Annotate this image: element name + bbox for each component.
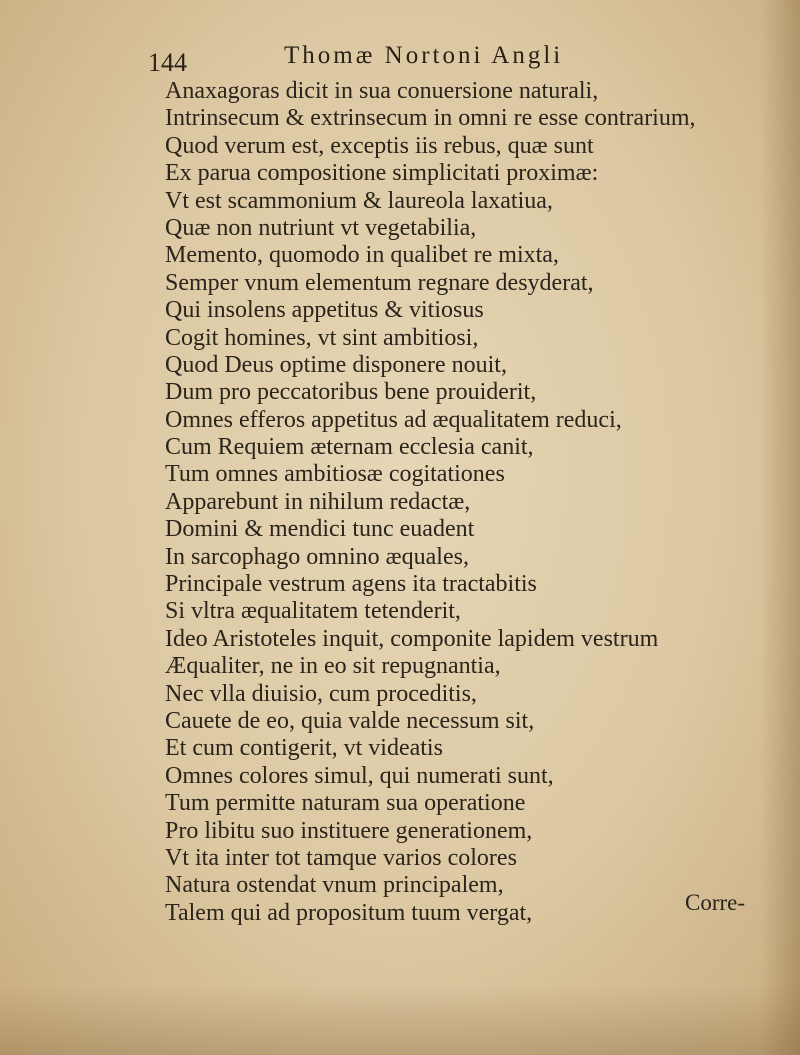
text-line: Dum pro peccatoribus bene prouiderit, bbox=[165, 379, 537, 406]
text-line: Cauete de eo, quia valde necessum sit, bbox=[165, 707, 535, 734]
text-line: Quod Deus optime disponere nouit, bbox=[165, 351, 507, 378]
text-line: Cum Requiem æternam ecclesia canit, bbox=[165, 434, 534, 461]
text-line: Ex parua compositione simplicitati proximæ: bbox=[165, 160, 599, 187]
page-edge-shadow bbox=[760, 0, 800, 1055]
text-line: Intrinsecum & extrinsecum in omni re esse contrarium, bbox=[165, 105, 696, 132]
text-line: Tum omnes ambitiosæ cogitationes bbox=[165, 461, 505, 488]
text-line: Et cum contigerit, vt videatis bbox=[165, 735, 443, 762]
text-line: Tum permitte naturam sua operatione bbox=[165, 790, 526, 817]
text-line: Apparebunt in nihilum redactæ, bbox=[165, 488, 471, 515]
text-line: Quæ non nutriunt vt vegetabilia, bbox=[165, 214, 477, 241]
text-line: Vt est scammonium & laureola laxatiua, bbox=[165, 187, 553, 214]
text-line: Omnes colores simul, qui numerati sunt, bbox=[165, 762, 554, 789]
text-line: Ideo Aristoteles inquit, componite lapidem vestrum bbox=[165, 625, 659, 652]
text-line: Semper vnum elementum regnare desyderat, bbox=[165, 269, 594, 296]
text-line: Cogit homines, vt sint ambitiosi, bbox=[165, 324, 479, 351]
text-line: In sarcophago omnino æquales, bbox=[165, 543, 469, 570]
verse-text bbox=[165, 78, 696, 927]
page-header bbox=[148, 40, 648, 76]
text-line: Anaxagoras dicit in sua conuersione naturali, bbox=[165, 78, 599, 104]
text-line: Pro libitu suo instituere generationem, bbox=[165, 817, 533, 844]
running-head: Thomæ Nortoni Angli bbox=[284, 42, 564, 69]
text-line: Qui insolens appetitus & vitiosus bbox=[165, 297, 484, 324]
catchword: Corre- bbox=[685, 890, 746, 915]
text-line: Natura ostendat vnum principalem, bbox=[165, 872, 504, 899]
page-bottom-shadow bbox=[0, 985, 800, 1055]
text-line: Quod verum est, exceptis iis rebus, quæ sunt bbox=[165, 132, 594, 159]
text-line: Nec vlla diuisio, cum proceditis, bbox=[165, 680, 477, 707]
text-line: Vt ita inter tot tamque varios colores bbox=[165, 844, 517, 871]
text-line: Omnes efferos appetitus ad æqualitatem reduci, bbox=[165, 406, 622, 433]
text-line: Principale vestrum agens ita tractabitis bbox=[165, 571, 537, 598]
text-line: Domini & mendici tunc euadent bbox=[165, 516, 475, 543]
text-line: Memento, quomodo in qualibet re mixta, bbox=[165, 242, 559, 269]
text-line: Si vltra æqualitatem tetenderit, bbox=[165, 598, 461, 625]
page-number: 144 bbox=[148, 48, 187, 77]
text-line: Æqualiter, ne in eo sit repugnantia, bbox=[165, 653, 501, 680]
text-line: Talem qui ad propositum tuum vergat, bbox=[165, 899, 533, 926]
